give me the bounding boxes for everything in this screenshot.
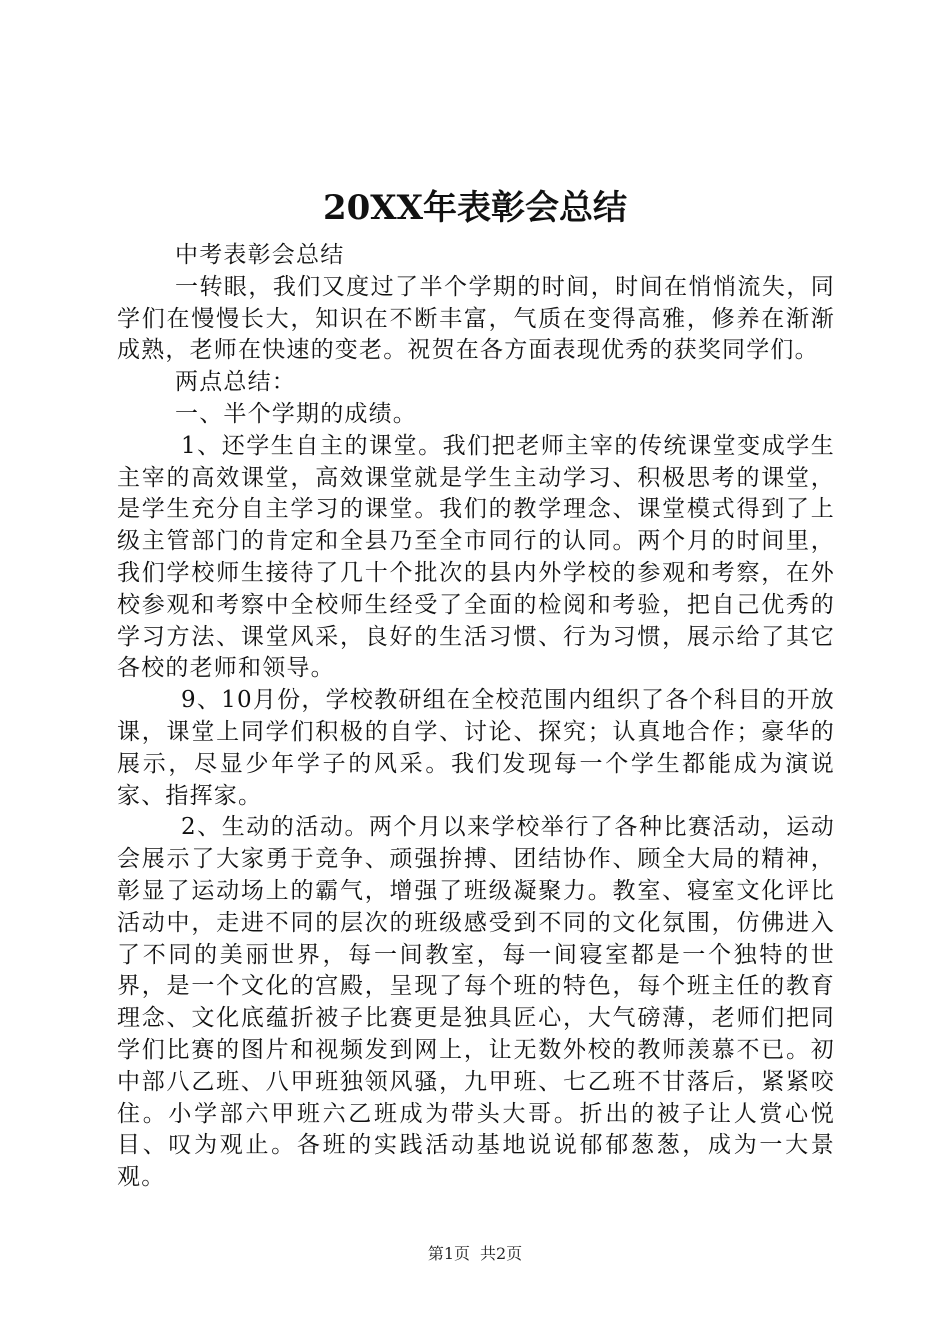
- paragraph-open-class: 9、10月份，学校教研组在全校范围内组织了各个科目的开放课，课堂上同学们积极的自学、讨论、探究；认真地合作；豪华的展示，尽显少年学子的风采。我们发现每一个学生都能成为演说家、指挥家。: [117, 687, 835, 809]
- document-body: [117, 240, 835, 1194]
- page-footer: [0, 1242, 950, 1266]
- paragraph-point-1: 1、还学生自主的课堂。我们把老师主宰的传统课堂变成学生主宰的高效课堂，高效课堂就是学生主动学习、积极思考的课堂，是学生充分自主学习的课堂。我们的教学理念、课堂模式得到了上级主管部门的肯定和全县乃至全市同行的认同。两个月的时间里，我们学校师生接待了几十个批次的县内外学校的参观和考察，在外校参观和考察中全校师生经受了全面的检阅和考验，把自己优秀的学习方法、课堂风采，良好的生活习惯、行为习惯，展示给了其它各校的老师和领导。: [117, 432, 835, 682]
- paragraph-summary-heading: 两点总结：: [175, 369, 296, 396]
- paragraph-intro: 一转眼，我们又度过了半个学期的时间，时间在悄悄流失，同学们在慢慢长大，知识在不断丰富，气质在变得高雅，修养在渐渐成熟，老师在快速的变老。祝贺在各方面表现优秀的获奖同学们。: [117, 273, 835, 364]
- page-total: 共2页: [480, 1244, 523, 1263]
- paragraph-section-heading: 一、半个学期的成绩。: [175, 400, 417, 427]
- page-number: 第1页: [427, 1244, 470, 1263]
- paragraph-point-2: 2、生动的活动。两个月以来学校举行了各种比赛活动，运动会展示了大家勇于竞争、顽强拚搏、团结协作、顾全大局的精神，彰显了运动场上的霸气，增强了班级凝聚力。教室、寝室文化评比活动中，走进不同的层次的班级感受到不同的文化氛围，仿佛进入了不同的美丽世界，每一间教室，每一间寝室都是一个独特的世界，是一个文化的宫殿，呈现了每个班的特色，每个班主任的教育理念、文化底蕴折被子比赛更是独具匠心，大气磅薄，老师们把同学们比赛的图片和视频发到网上，让无数外校的教师羡慕不已。初中部八乙班、八甲班独领风骚，九甲班、七乙班不甘落后，紧紧咬住。小学部六甲班六乙班成为带头大哥。折出的被子让人赏心悦目、叹为观止。各班的实践活动基地说说郁郁葱葱，成为一大景观。: [117, 814, 835, 1191]
- paragraph-subtitle: 中考表彰会总结: [175, 242, 345, 268]
- document-title: 20XX年表彰会总结: [322, 188, 628, 228]
